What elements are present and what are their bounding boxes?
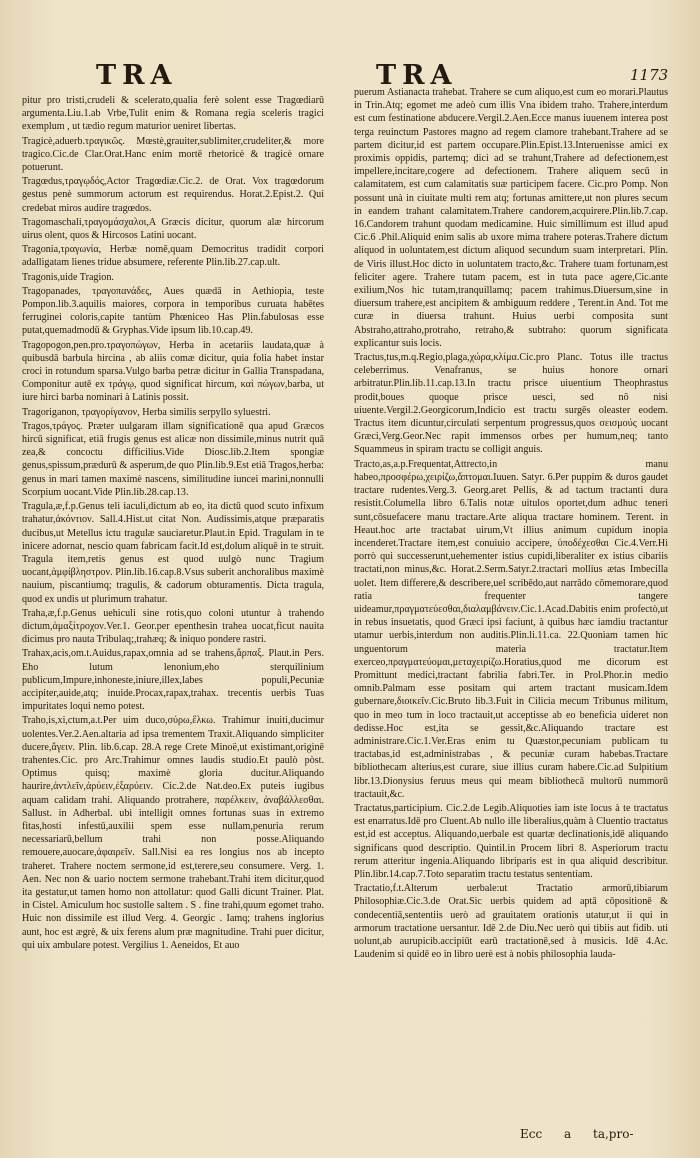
page-number: 1173 (630, 66, 669, 84)
entry-tragos: Tragos,τράγος. Præter uulgaram illam significationē qua apud Græcos hircū significat, etiā frugis genus est alicæ non dissimile,minus nutrit quā zea,& concoctu difficilius.Vide Diosc.lib.2.Item spongiæ genus,spissum,prædurū & asperum,de quo Plin.lib.9.Est etiā Tragos,herba: genus in mari tamen maximè nascens, similitudine iuncei marini,nonnulli Scorpium uocant.Vide Plin.lib.28.cap.13. (22, 420, 324, 498)
catchword: ta,pro- (593, 1127, 634, 1141)
entry-trahax: Trahax,acis,om.t.Auidus,rapax,omnia ad se trahens,ἅρπαξ. Plaut.in Pers. Eho lutum lenonium,eho sterquilinium publicum,Impure,inhoneste,iniure,illex,labes populi,Pecuniæ accipiter,auide,atq; inuide.Procax,rapax,trahax. trecentis uerbis Tuas impuritates loqui nemo potest. (22, 648, 324, 713)
entry-tractatio: Tractatio,f.t.Alterum uerbale:ut Tractatio armorū,tibiarum Philosophiæ.Cic.3.de Orat.Sic uerbis quidem ad aptā cōpositionē & condecentiā,sententiis uerò ad grauitatem orationis utatur,ut ii qui in armorum tractatione uersantur. Idē 2.de Diu.Nec uerò qui tibiis aut fidib. uti uolunt,ab aurupicib.accipiūt earū tractationē,sed à musicis. Idē 4.Ac. Laudenim si quidē eo in libro uerè est à nobis philosophia lauda- (354, 883, 668, 961)
left-column (22, 94, 324, 953)
entry-tractatus: Tractatus,participium. Cic.2.de Legib.Aliquoties iam iste locus à te tractatus est enarratus.Idē pro Cluent.Ab nullo ille liberalius,quàm à Cluentio tractatus est,id est acceptus. Aliquando,uerbale est quartæ declinationis,idē aliquando significans quod descriptio. Quintil.in Procem libri 8. Asperiorum tractu rerum atteritur ingenia.Aliquando libriparis est in qua aliquid describitur. Plin.libr.14.cap.7.Toto separatim tractu testatus sententiam. (354, 802, 668, 880)
entry-continuation: pitur pro tristi,crudeli & scelerato,qualia ferè solent esse Tragœdiarū argumenta.Liu.1.ab Vrbe,Tulit enim & Romana regia sceleris tragici exemplum , ut tædio regum maturior ueniret libertas. (22, 95, 324, 133)
signature-letter: a (564, 1127, 572, 1141)
entry-tragomaschali: Tragomaschali,τραγομάσχαλοι,A Græcis dicitur, quorum alæ hircorum uirus olent, quos & Hircosos Latini uocant. (22, 216, 324, 242)
entry-tragopogon: Tragopogon,pen.pro.τραγοπώγων, Herba in acetariis laudata,quæ à quibusdā barbula hircina , ab aliis comæ dicitur, quia folia habet instar croci in rotundum sparsa.Vulgo barba petræ dicitur in Gallia Transpadana, Componitur autē ex τράγῳ, quod significat hircum, καὶ πώγων,barba, ut iure hirci barba nominari à Latinis possit. (22, 339, 324, 404)
entry-traho: Traho,is,xi,ctum,a.t.Per uim duco,σύρω,ἕλκω. Trahimur inuiti,ducimur uolentes.Ver.2.Aen.altaria ad ipsa trementem Traxit.Aliquando simpliciter ducere,ἄγειν. Plin. lib.6.cap. 28.A rege Crete Minoë,ut existimant,originē trahentes.Cic. pro Arc.Trahimur omnes laudis studio.Et paulò pòst. Optimus quisq; maximè gloria ducitur.Aliquando haurire,ἀντλεῖν,ἀρύειν,ἐξαρύειν. Cic.2.de Nat.deo.Ex puteis iugibus aquam calidam trahi. Aliquando protrahere, παρέλκειν, ἀναβάλλεσθαι. Sallust. in Adherbal. ubi intelligit omnes fortunas suas in extremo fitas,hosti infestū,auxilii spem esse nullam,penuria rerum necessariarū,bellum trahi non posse.Aliquando remouere,auocare,ἀφαιρεῖν. Sall.Nisi ea res longius nos ab incepto traheret. Trahere noctem sermone,id est,terere,seu consumere. Verg. 1. Aen. Nec non & uario noctem sermone trahebant.Trahi item dicitur,quod ita gestatur,ut tamen homo non attollatur: quod Galli dicunt Trainer. Plat. in Cistel. Amiculum hoc sustolle saltem . S . fine trahi,quum egomet traho. Huic non dissimile est illud Verg. 4. Georgic . Iamq; trahens inglorius aunt, hoc est ægrè, & uix ferens alum præ magnitudine. Trahi puer dicitur, qui uix ambulare potest. Vergilius 1. Aeneidos, Et auo (22, 715, 324, 951)
entry-tragonia: Tragonia,τραγωνία, Herbæ nomē,quam Democritus tradidit corpori adalligatam lienes tridue absumere, referente Plin.lib.27.cap.ult. (22, 244, 324, 269)
running-headword-left: TRA (96, 60, 178, 91)
entry-tragice: Tragicè,aduerb.τραγικῶς. Mœstè,grauiter,sublimiter,crudeliter,& more tragico.Cic.de Clar.Orat.Hanc enim mortē rhetoricè & tragicè ornare potuerunt. (22, 135, 324, 174)
entry-tragoriganon: Tragoriganon, τραγορίγανον, Herba similis serpyllo syluestri. (22, 406, 271, 418)
entry-tragonis: Tragonis,uide Tragion. (22, 271, 114, 283)
entry-tragoedus: Tragœdus,τραγῳδός,Actor Tragœdiæ.Cic.2. de Orat. Vox tragœdorum gestus penè summorum actorum est requirendus. Horat.2.Epist.2. Qui credebat miros audire tragœdos. (22, 176, 324, 214)
signature-mark: Ecc (520, 1127, 543, 1141)
entry-traha: Traha,æ,f.p.Genus uehiculi sine rotis,quo coloni utuntur à trahendo dictum,ἁμαξίτροχον.Ver.1. Geor.per epenthesin trahea uocat,ficut nauita dicimus pro nauta Tribulaq;,trahæq; & iniquo pondere rastri. (22, 607, 324, 646)
entry-tragopanades: Tragopanades, τραγοπανάδες, Aues quædā in Aethiopia, teste Pompon.lib.3.aquilis maiores, corpora in temporibus curuata habētes ferruginei coloris,capite tantùm Phœniceo Has Plin.fabulosas esse putat,quemadmodū & Gryphas.Vide ipsum lib.10.cap.49. (22, 285, 324, 337)
page-footer (520, 1127, 652, 1141)
running-headword-right: TRA (376, 60, 458, 91)
right-column (354, 86, 668, 962)
entry-tragula: Tragula,æ,f.p.Genus teli iaculi,dictum ab eo, ita dictū quod scuto infixum trahatur,ἀκόντιον. Sall.4.Hist.ut citat Non. Audissimis,atque præparatis ducibus,ut Metellus ictu tragulæ sauciaretur.Plaut.in Epid. Tragulam in te inicere adornat, nescio quam fabricam facit.Id est,dolum aliquē in te struit. Tragula item,retis genus est quod uulgò nunc Tragium uocant,ἀμφίβληστρον. Plin.lib.16.cap.8.Vsus suberit anchoralibus maximè nauium, piscantiumq; tragulis, & cadorum obturamentis. Dicta tragula, quod ex undis ut plurimum trahatur. (22, 501, 324, 605)
entry-traho-continuation: puerum Astianacta trahebat. Trahere se cum aliquo,est cum eo morari.Plautus in Trin.Atq; egomet me adeò cum illis Vna ibidem traho. Trahere,interdum est cum festinatione abducere.Vergil.2.Aen.Ecce manus iuuenem interea post terga reuinctum Pastores magno ad regem clamore trahebant.Trahere ad se partem dicitur,id est partem occupare.Plin.Epist.13.Interuenisse amici ex proximis oppidis, partemq; dici ad se trahunt,Trahere ad defectionem,est impellere,incitare,cogere ad defectionem. Trahere aliquem secū in calamitatem, est cum calamitatis suæ participem facere. Cic.pro Pomp. Non possunt unà in ciuitate multi rem atq; fortunas amittere,ut non plures secum in eandem trahant calamitatem.Trahere candorem,acquirere.Plin.lib.7.cap. 16.Candorem trahunt quodam medicamine. Huic simillimum est illud apud Cic.6 .Phil.Aliquid enim salis ab uxore mima trahere poteras.Trahere dictum aliquod in uoluntatem,est dictum aliquod secundum suam interpretari. Plin. de Viris illust.Hoc dicto in uoluntatem tracto,&c. Trahere tuam fortunam,est feliciter agere. Trahere tutam pacem, est in tuta pace agere,Cic.ante exilium,Nos hic tutam,tranquillamq; pacem trahimus.Diuersum,sine in diuersum trahere,est ancipitem & ambiguum reddere , Terent.in And. Tot me curæ in diuersa trahunt. Huius uerbi composita sunt Abstraho,attraho,protraho, retraho,& subtraho: quorum significata explicantur suis locis. (354, 87, 668, 349)
entry-tracto: Tracto,as,a.p.Frequentat,Attrecto,in manu habeo,προσφέρω,χειρίζω,ἅπτομαι.Iuuen. Satyr. 6.Per puppim & duros gaudet tractare rudentes.Verg.3. Georg.aret Pellis, & ad tactum tractanti dura resistit.Columella libro 6.Talis notæ uitulos oportet,dum adhuc teneri sunt,cōsuefacere manu tractare.Arte aliqua tractare hominem. Terent. in Heaut.hoc arte tractabat uirum,Vt illius animum cupidum inopia incenderet.Tractare item,est conuiuio accipere, ὑποδέχεσθαι Cic.4.Verr.Hi porrò qui successerunt,uehementer istius cupidi,liberaliter ex istius cibariis tractati,non minus,&c. Horat.2.Serm.Satyr.2.tractari mollius ætas Imbecilla uolet. Item differere,& describere,uel scribēdo,aut narrādo cōmemorare,quod ratia frequenter tangere uideamur,πραγματεύεσθαι,διαλαμβάνειν.Cic.1.Acad.Dabitis enim profectò,ut in rebus insuetatis, quod Græci ipsi faciunt, à quibus hæc iamdiu tractantur utamur uerbis,interdum non auditis.Plin.li.11.ca. 22.Quoniam tamen hic unguentorum materia tractatur.Item exerceo,πραγματεύομαι,μεταχειρίζω.Horatius,quod me dicorum est Promittunt medici,tractant fabrilia fabri.Ter. in Prol.Phor.in medio omnib.Palmam esse positam qui artem tractant musicam.Idem gubernare,διοικεῖν.Cic.Bruto lib.3.Fuit in Cilicia mecum Tribunus militum, quo in meo tum in loco tractauit,ut acceptisse ab eo beneficia uideret non dedisse.Hoc est,ita se gessit,&c.Aliquando tractare est administrare.Cic.1.Ver.Eras enim tu Quæstor,pecuniam publicam tu tractabas,id est,administrabas , & pecuniæ curam habebas.Tractare bibliothecam alterius,est curare, siue illius curam habere.Cic.ad Sulpitium libr.13.Dionysius feruus meus qui meam bibliothecā multorū nummorū tractauit,&c. (354, 458, 668, 800)
entry-tractus: Tractus,tus,m.q.Regio,plaga,χώρα,κλίμα.Cic.pro Planc. Totus ille tractus celeberrimus. Venafranus, se huius honore ornari arbitratur.Plin.lib.11.cap.13.In tractu prisce uiuentium Theophrastus prodit,boues quoque prisce uesci, sed nõ nisi uiuente.Vergil.2.Georgicorum,Indicio est tractu surgēs oleaster eodem. Tractus item dicuntur,circulati serpentum progressus,quos σεισμούς uocant Græci,Verg.Geor.Nec rapit immensos orbes per humum,neq; tanto Squammeus in spiram tractu se colligit anguis. (354, 352, 668, 456)
